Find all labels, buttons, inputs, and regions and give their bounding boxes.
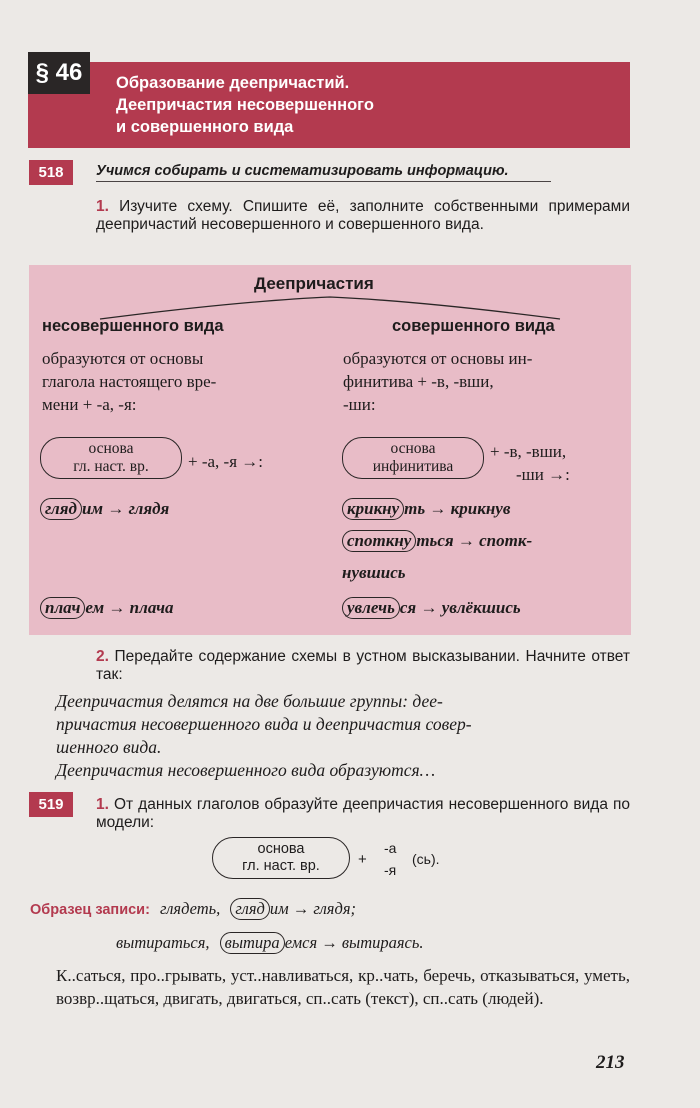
model-suffix-ya: -я: [384, 862, 397, 878]
right-example-2: споткну ться → спотк-: [342, 530, 532, 552]
exercise-518-title: Учимся собирать и систематизировать информацию.: [96, 163, 551, 182]
model-plus: +: [358, 851, 367, 868]
section-title: Образование деепричастий. Деепричастия несовершенного и совершенного вида: [116, 74, 374, 136]
model-suffix-sya: (сь).: [412, 851, 440, 867]
left-example-2: плач ем → плача: [40, 597, 174, 619]
scheme-title: Деепричастия: [254, 274, 374, 293]
left-formula-oval: основа гл. наст. вр.: [40, 437, 182, 479]
left-example-1: гляд им → глядя: [40, 498, 169, 520]
left-rule: образуются от основы глагола настоящего вре- мени + -а, -я:: [42, 349, 217, 414]
right-example-2-continuation: нувшись: [342, 563, 406, 582]
right-example-1: крикну ть → крикнув: [342, 498, 510, 520]
sample-line-2: вытираться, вытира емся → вытираясь.: [116, 933, 424, 952]
right-column-heading: совершенного вида: [392, 317, 555, 335]
model-suffix-a: -а: [384, 840, 397, 856]
right-rule: образуются от основы ин- финитива + -в, -вши, -ши:: [343, 349, 533, 414]
left-formula-suffix: + -а, -я →:: [188, 452, 263, 471]
exercise-519-task-1: 1. От данных глаголов образуйте деепричастия несовершенного вида по модели:: [96, 796, 630, 831]
exercise-519-number: 519: [29, 792, 73, 817]
answer-start-text: Деепричастия делятся на две большие группы: дее- причастия несовершенного вида и деепричастия совер- шенного вида. Деепричастия несовершенного вида образуются…: [56, 691, 472, 780]
paragraph-number: § 46: [28, 52, 90, 94]
right-formula-suffix-1: + -в, -вши,: [490, 442, 567, 461]
sample-label: Образец записи:: [30, 902, 150, 918]
exercise-518-task-2: 2. Передайте содержание схемы в устном высказывании. Начните ответ так:: [96, 648, 630, 683]
page-number: 213: [596, 1052, 625, 1073]
right-formula-suffix-2: -ши →:: [516, 465, 570, 484]
exercise-518-number: 518: [29, 160, 73, 185]
sample-line-1: глядеть, гляд им → глядя;: [160, 899, 356, 918]
left-column-heading: несовершенного вида: [42, 317, 224, 335]
model-oval: основа гл. наст. вр.: [212, 837, 350, 879]
exercise-518-task-1: 1. Изучите схему. Спишите её, заполните собственными примерами деепричастий несовершенного и совершенного вида.: [96, 198, 630, 233]
right-formula-oval: основа инфинитива: [342, 437, 484, 479]
verb-list: К..саться, про..грывать, уст..навливаться, кр..чать, беречь, отказываться, уметь, возвр..щаться, двигать, двигаться, сп..сать (текст), сп..сать (людей).: [56, 966, 630, 1008]
right-example-3: увлечь ся → увлёкшись: [342, 597, 521, 619]
